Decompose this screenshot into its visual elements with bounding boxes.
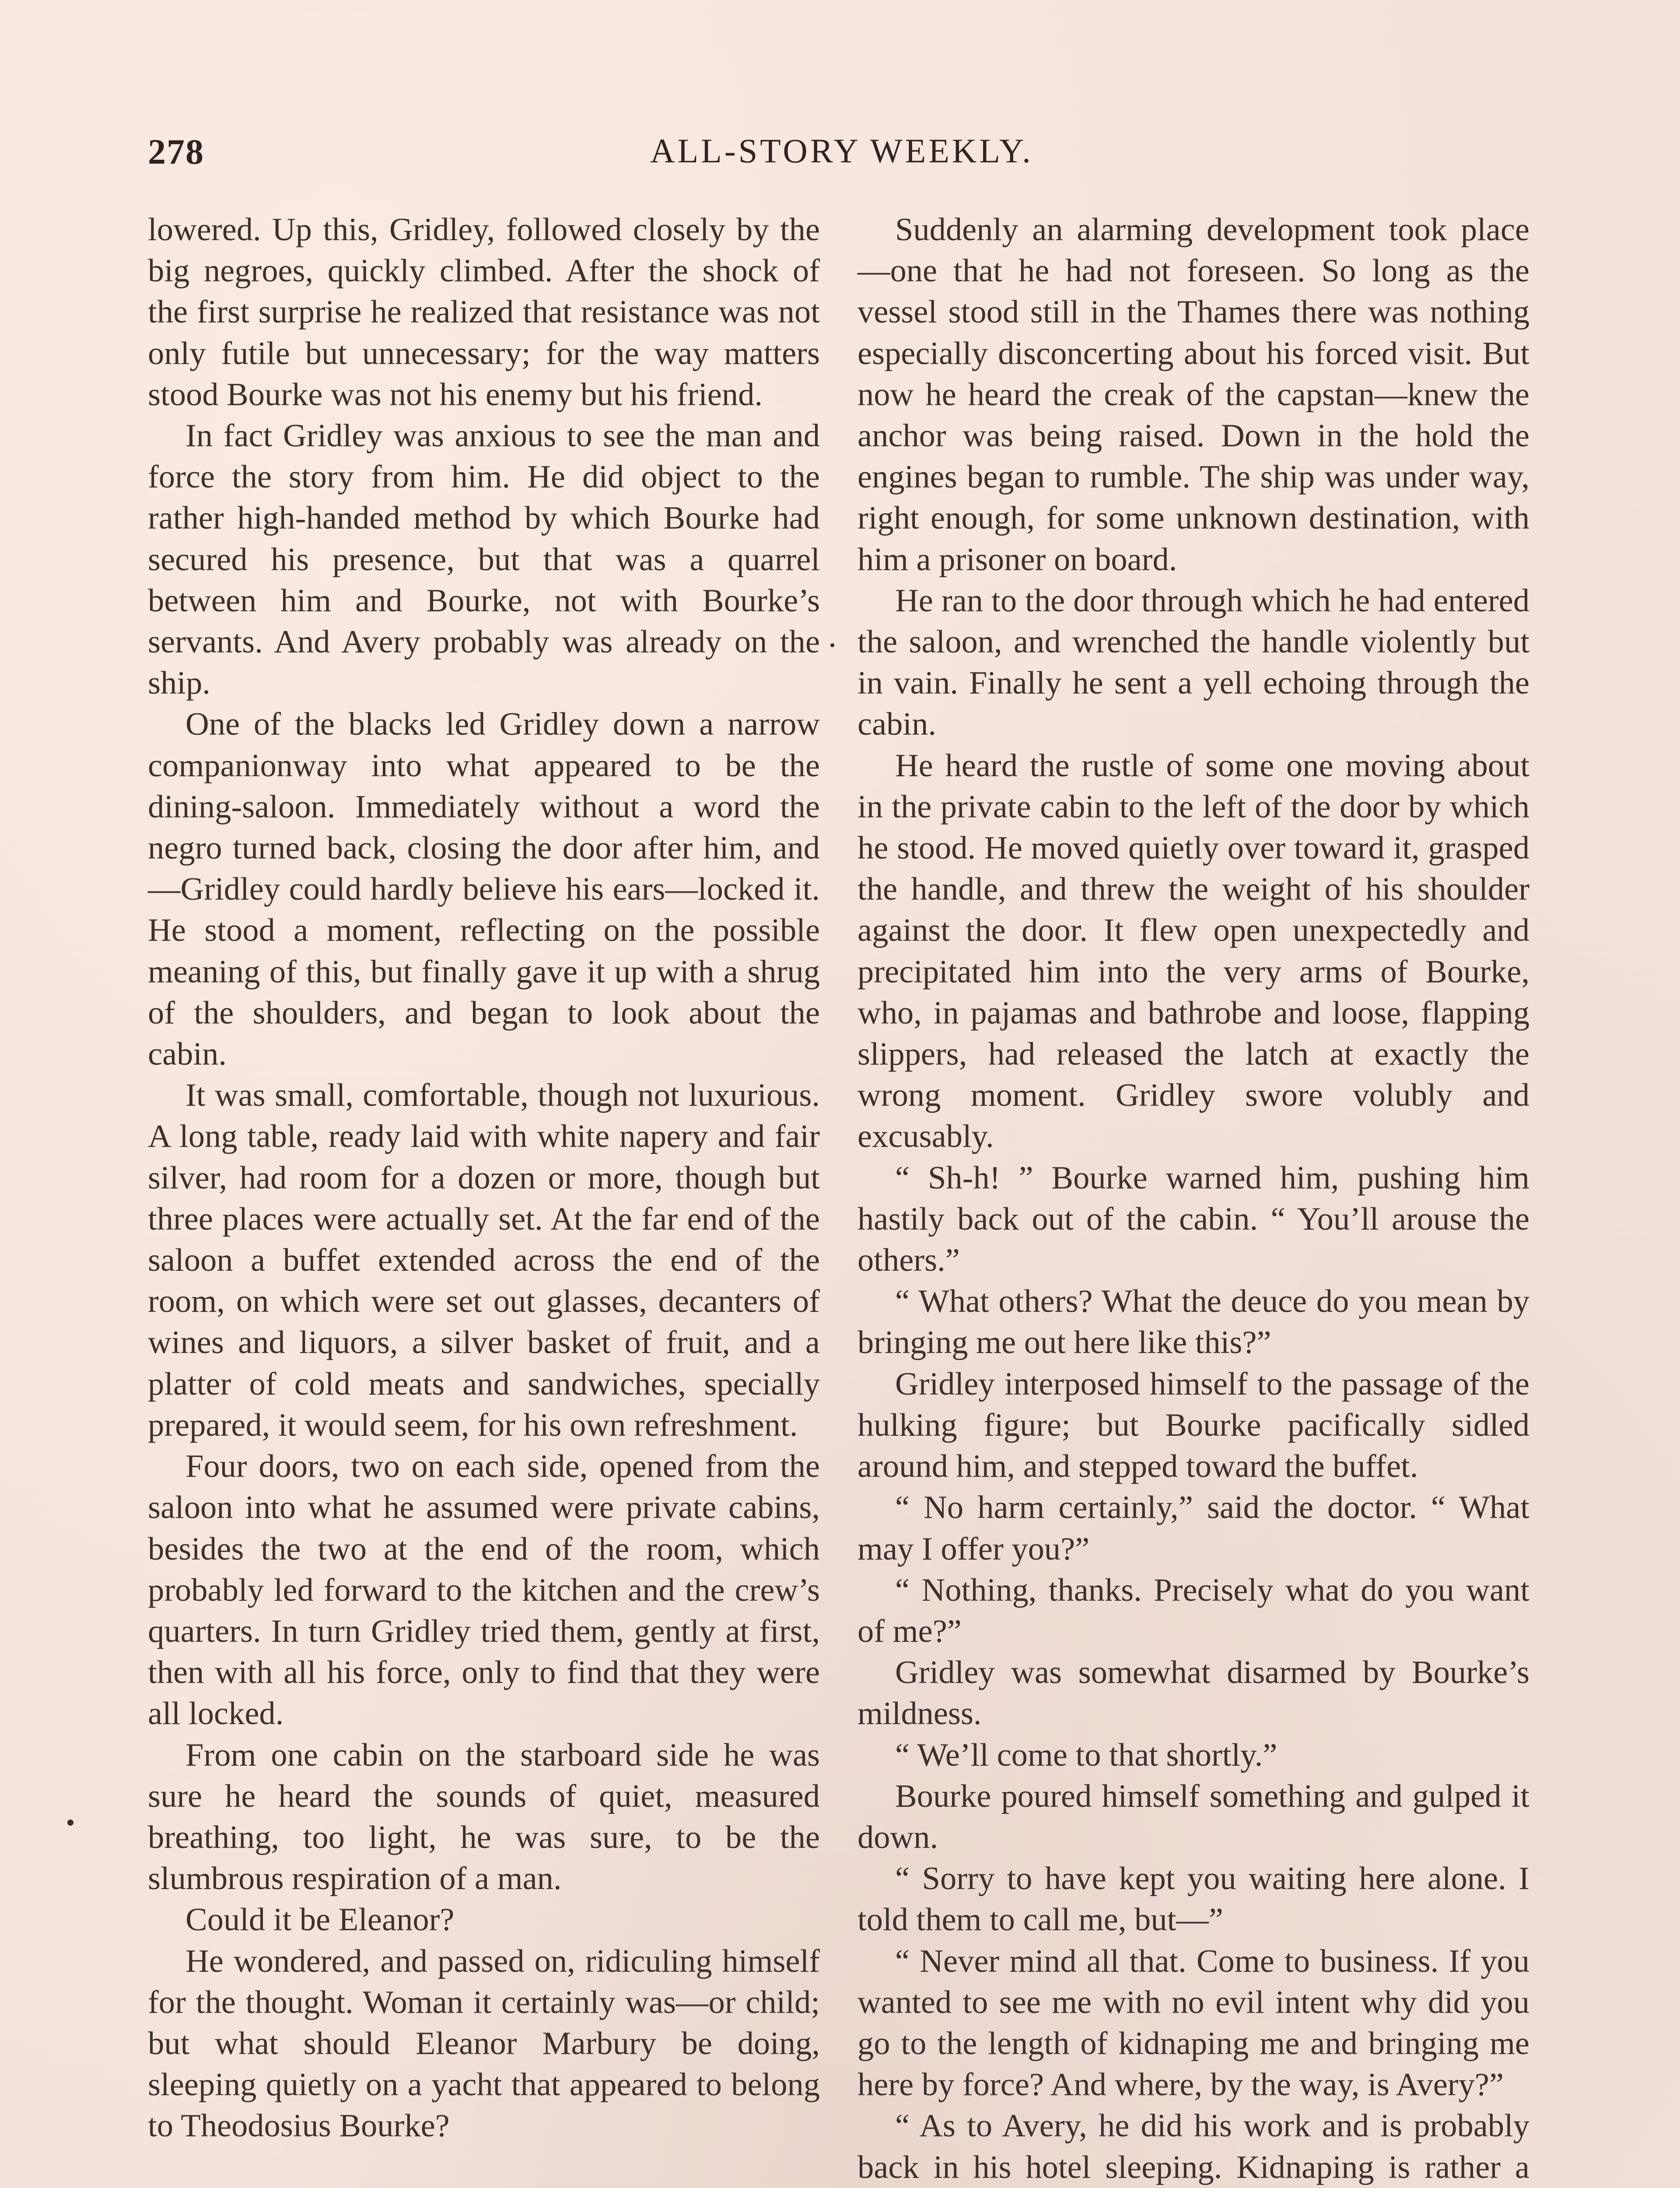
paragraph: “ Nothing, thanks. Precisely what do you want of me?” [858,1572,1530,1649]
running-head: ALL-STORY WEEKLY. [650,132,1033,170]
paragraph: Four doors, two on each side, opened from the saloon into what he assumed were private cabins, besides the two at the end of the room, which probably led forward to the kitchen and the crew’s quarters. In turn Gridley tried them, gently at first, then with all his force, only to find that they were all locked. [148,1448,820,1732]
paragraph: One of the blacks led Gridley down a narrow companionway into what appeared to be the dining-saloon. Immediately without a word the negro turned back, closing the door after him, and—Gridley could hardly believe his ears—locked it. He stood a moment, reflecting on the possible meaning of this, but finally gave it up with a shrug of the shoulders, and began to look about the cabin. [148,706,820,1073]
page-number: 278 [148,132,204,172]
paragraph: “ Never mind all that. Come to business. If you wanted to see me with no evil intent why did you go to the length of kidnaping me and bringing me here by force? And where, by the way, is Avery?” [858,1943,1530,2103]
paragraph: Gridley was somewhat disarmed by Bourke’s mildness. [858,1655,1530,1732]
paragraph: He wondered, and passed on, ridiculing himself for the thought. Woman it certainly was—or child; but what should Eleanor Marbury be doing, sleeping quietly on a yacht that appeared to belong to Theodosius Bourke? [148,1943,820,2144]
paragraph: “ Sh-h! ” Bourke warned him, pushing him hastily back out of the cabin. “ You’ll arouse the others.” [858,1160,1530,1279]
paragraph: Suddenly an alarming development took place—one that he had not foreseen. So long as the vessel stood still in the Thames there was nothing especially disconcerting about his forced visit. But now he heard the creak of the capstan—knew the anchor was being raised. Down in the hold the engines began to rumble. The ship was under way, right enough, for some unknown destination, with him a prisoner on board. [858,212,1530,578]
paragraph: “ What others? What the deuce do you mean by bringing me out here like this?” [858,1283,1530,1361]
paragraph: Bourke poured himself something and gulped it down. [858,1778,1530,1855]
paragraph: Could it be Eleanor? [186,1902,455,1938]
left-column [148,209,820,2147]
print-speck [830,643,834,647]
paragraph: He heard the rustle of some one moving about in the private cabin to the left of the door by which he stood. He moved quietly over toward it, grasped the handle, and threw the weight of his shoulder against the door. It flew open unexpectedly and precipitated him into the very arms of Bourke, who, in pajamas and bathrobe and loose, flapping slippers, had released the latch at exactly the wrong moment. Gridley swore volubly and excusably. [858,747,1530,1155]
paragraph: It was small, comfortable, though not luxurious. A long table, ready laid with white napery and fair silver, had room for a dozen or more, though but three places were actually set. At the far end of the saloon a buffet extended across the end of the room, on which were set out glasses, decanters of wines and liquors, a silver basket of fruit, and a platter of cold meats and sandwiches, specially prepared, it would seem, for his own refreshment. [148,1077,820,1443]
paragraph: lowered. Up this, Gridley, followed closely by the big negroes, quickly climbed. After the shock of the first surprise he realized that resistance was not only futile but unnecessary; for the way matters stood Bourke was not his enemy but his friend. [148,212,820,413]
paragraph: From one cabin on the starboard side he was sure he heard the sounds of quiet, measured breathing, too light, he was sure, to be the slumbrous respiration of a man. [148,1737,820,1897]
print-speck [67,1820,74,1826]
paragraph: “ Sorry to have kept you waiting here alone. I told them to call me, but—” [858,1861,1530,1938]
right-column [858,209,1530,2188]
paragraph: “ We’ll come to that shortly.” [895,1737,1278,1773]
paragraph: “ No harm certainly,” said the doctor. “ What may I offer you?” [858,1490,1530,1567]
page-header [148,131,1536,179]
paragraph: He ran to the door through which he had entered the saloon, and wrenched the handle violently but in vain. Finally he sent a yell echoing through the cabin. [858,582,1530,743]
paragraph: In fact Gridley was anxious to see the man and force the story from him. He did object to the rather high-handed method by which Bourke had secured his presence, but that was a quarrel between him and Bourke, not with Bourke’s servants. And Avery probably was already on the ship. [148,418,820,701]
paragraph: Gridley interposed himself to the passage of the hulking figure; but Bourke pacifically sidled around him, and stepped toward the buffet. [858,1366,1530,1485]
paragraph: “ As to Avery, he did his work and is probably back in his hotel sleeping. Kidnaping is rather a [858,2108,1530,2185]
